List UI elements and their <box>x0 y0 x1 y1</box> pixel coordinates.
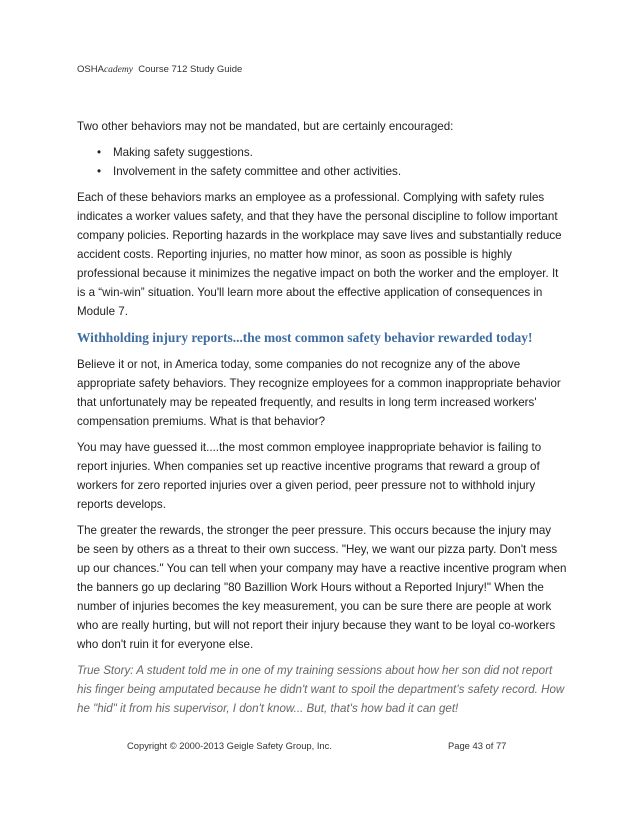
guessed-it-paragraph: You may have guessed it....the most common employee inappropriate behavior is failing to report injuries. When companies set up reactive incentive programs that reward a group of workers for zero reported injuries over a given period, peer pressure not to withhold injury reports develops. <box>77 441 542 511</box>
list-item-text: Involvement in the safety committee and other activities. <box>113 165 402 178</box>
page-body <box>77 117 567 725</box>
professional-behaviors-paragraph: Each of these behaviors marks an employee as a professional. Complying with safety rules indicates a worker values safety, and that they have the personal discipline to follow important company policies. Reporting hazards in the workplace may save lives and substantially reduce accident costs. Reporting injuries, no matter how minor, as soon as possible is highly professional because it minimizes the negative impact on both the worker and the employer. It is a “win-win” situation. You'll learn more about the effective application of consequences in Module 7. <box>77 191 562 318</box>
peer-pressure-paragraph: The greater the rewards, the stronger the peer pressure. This occurs because the injury may be seen by others as a threat to their own success. "Hey, we want our pizza party. Don't mess up our chances." You can tell when your company may have a reactive incentive program when the banners go up declaring "80 Bazillion Work Hours without a Reported Injury!" When the number of injuries becomes the key measurement, you can be sure there are people at work who are really hurting, but will not report their injury because they want to be loyal co-workers who don't ruin it for everyone else. <box>77 524 567 651</box>
list-item-text: Making safety suggestions. <box>113 146 253 159</box>
behaviors-list <box>77 143 567 181</box>
footer-page-number: Page 43 of 77 <box>448 740 507 751</box>
footer-copyright: Copyright © 2000-2013 Geigle Safety Group, Inc. <box>127 740 332 751</box>
bullet-icon: • <box>96 165 101 178</box>
page-header <box>77 64 242 75</box>
header-course-title: Course 712 Study Guide <box>138 64 243 75</box>
list-item <box>77 162 567 181</box>
intro-paragraph: Two other behaviors may not be mandated, but are certainly encouraged: <box>77 120 454 133</box>
section-heading: Withholding injury reports...the most common safety behavior rewarded today! <box>77 330 533 345</box>
header-brand-prefix: OSHA <box>77 64 104 75</box>
list-item <box>77 143 567 162</box>
believe-it-paragraph: Believe it or not, in America today, some companies do not recognize any of the above appropriate safety behaviors. They recognize employees for a common inappropriate behavior that unfortunately may be repeated frequently, and results in long term increased workers' compensation premiums. What is that behavior? <box>77 358 561 428</box>
true-story-paragraph: True Story: A student told me in one of my training sessions about how her son did not report his finger being amputated because he didn't want to spoil the department’s safety record. How he "hid" it from his supervisor, I don't know... But, that's how bad it can get! <box>77 664 565 715</box>
bullet-icon: • <box>96 146 101 159</box>
header-brand-suffix: cademy <box>103 65 133 75</box>
